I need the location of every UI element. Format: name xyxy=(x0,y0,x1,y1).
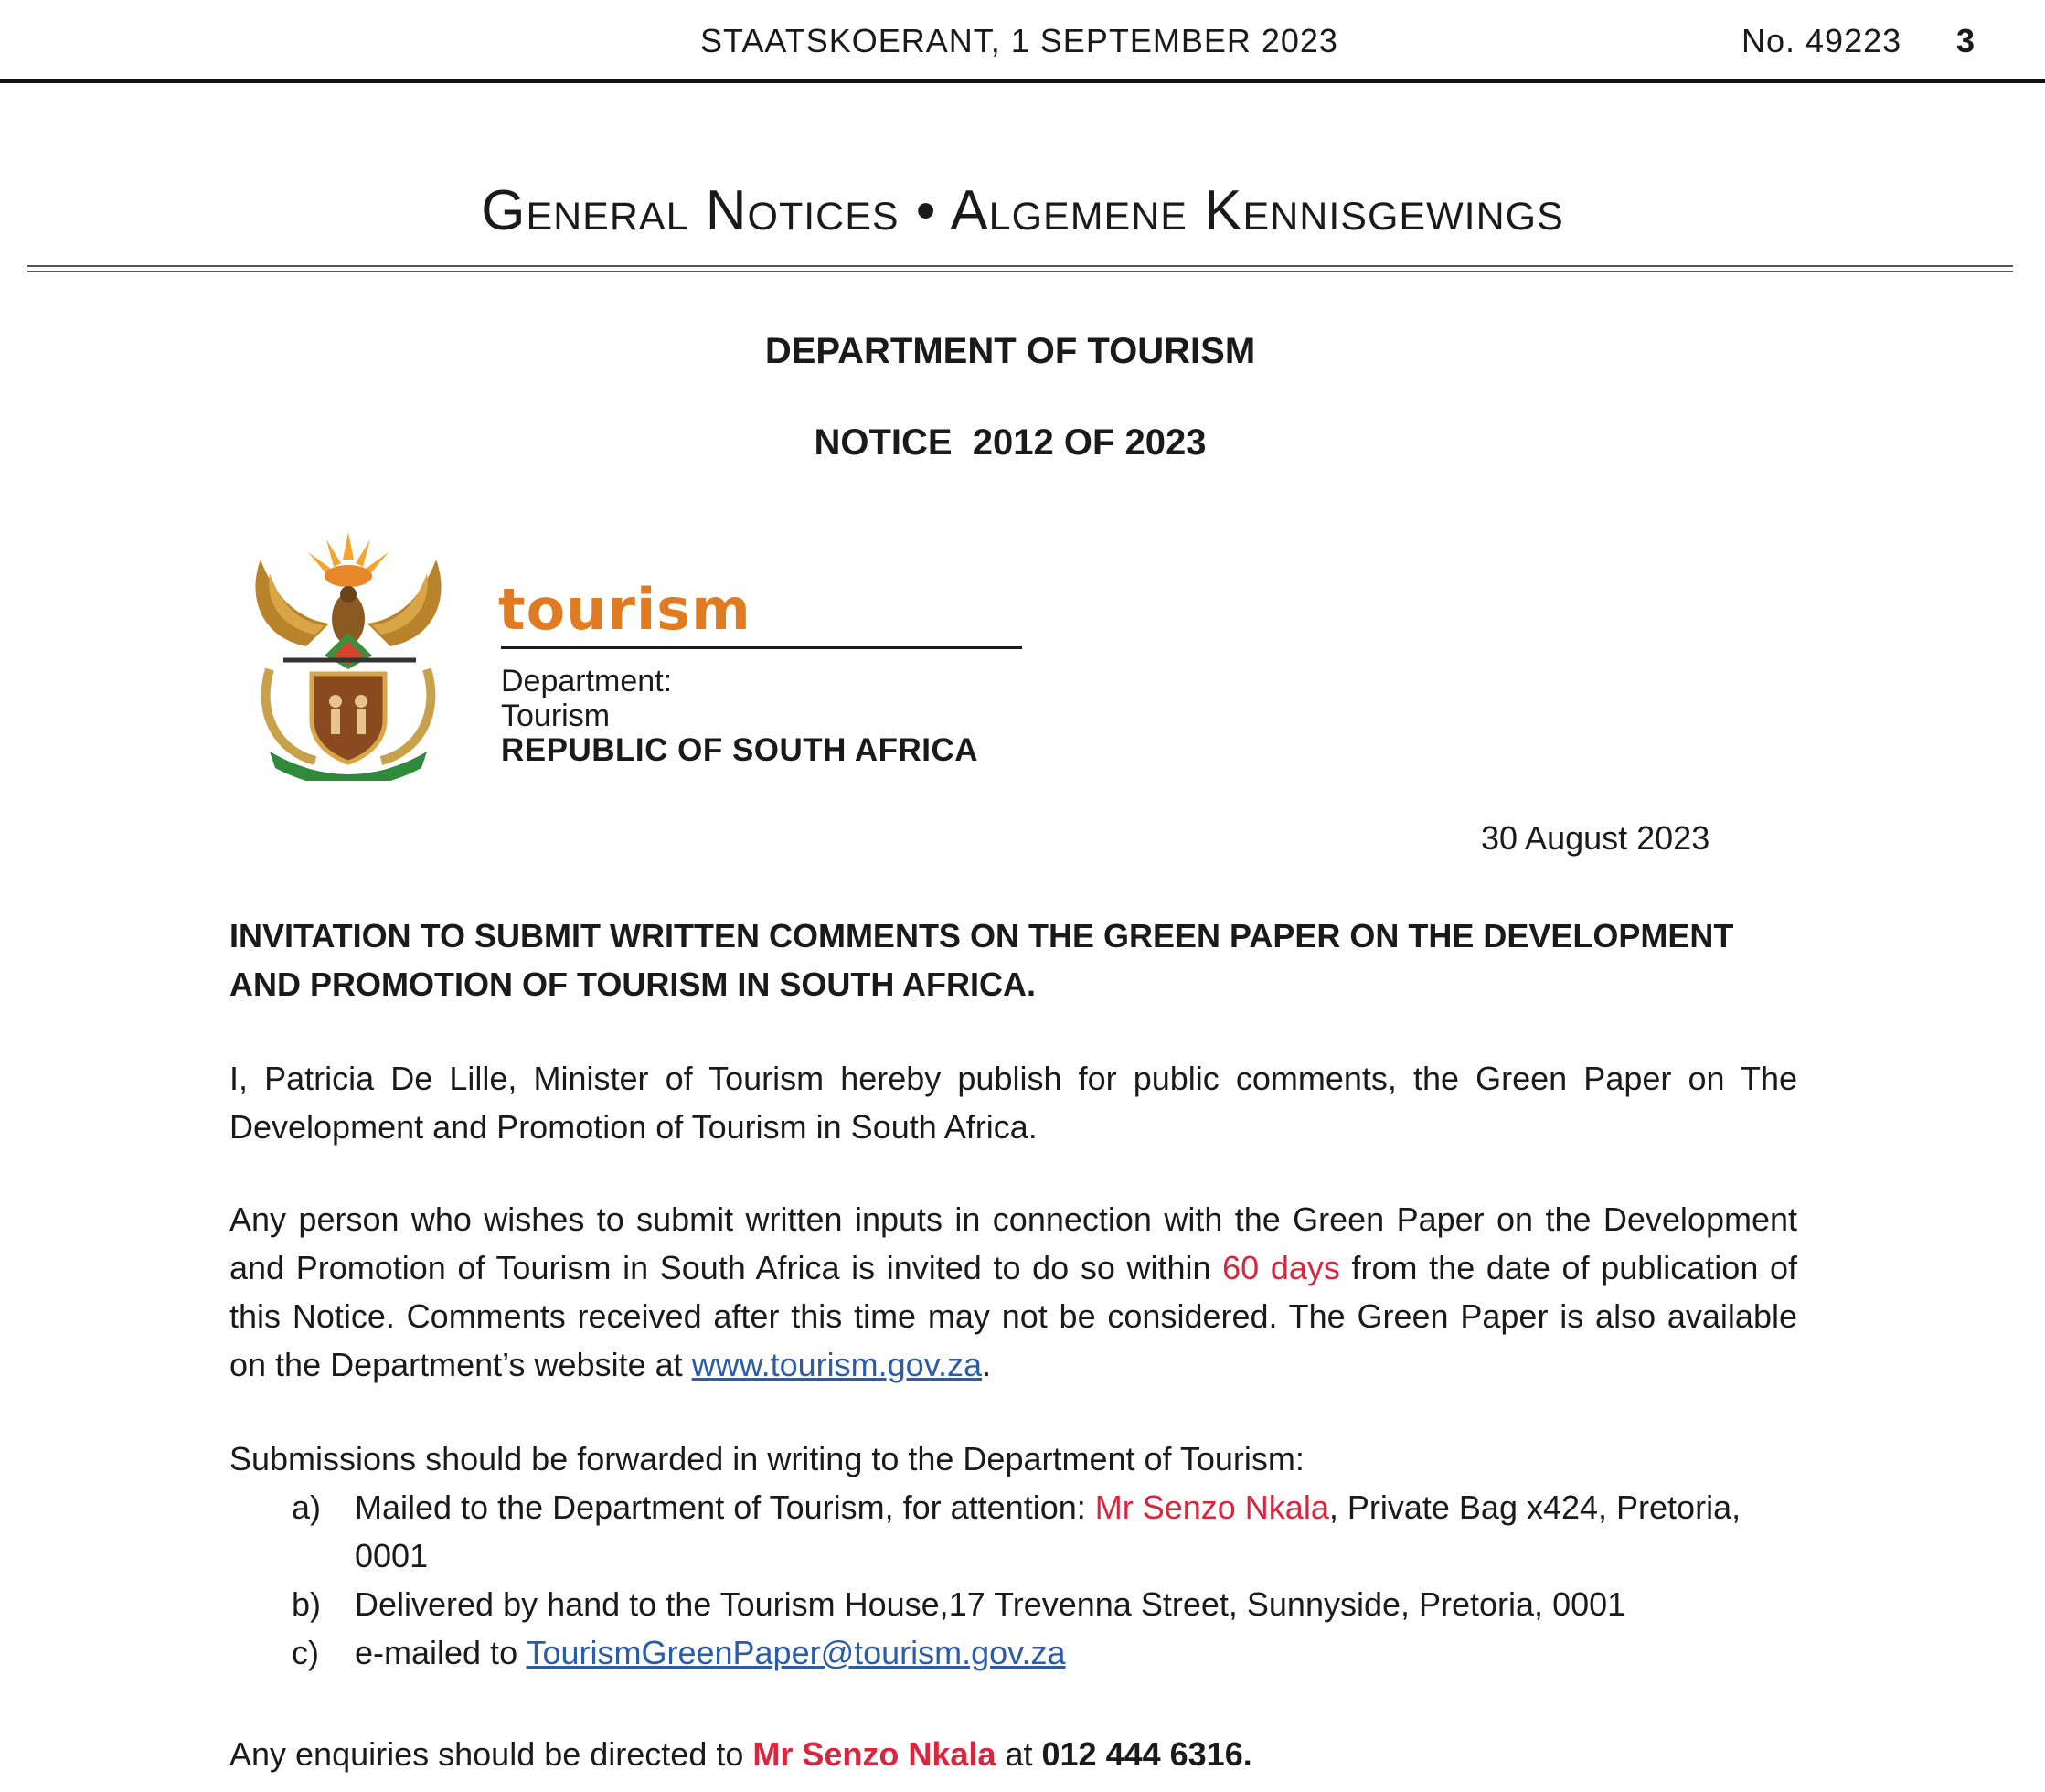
list-text: e-mailed to xyxy=(355,1634,527,1671)
logo-line-department: Department: xyxy=(501,664,673,699)
list-text: , Private Bag x424, Pretoria, 0001 xyxy=(355,1488,1741,1574)
list-marker: a) xyxy=(292,1488,322,1526)
section-divider xyxy=(27,265,2013,267)
logo-line-tourism: Tourism xyxy=(501,699,611,733)
page-number: 3 xyxy=(1956,22,1976,59)
website-link[interactable]: www.tourism.gov.za xyxy=(691,1346,983,1383)
enquiries-phone: 012 444 6316. xyxy=(1041,1735,1252,1773)
paragraph-text: . xyxy=(982,1346,992,1383)
list-marker: c) xyxy=(292,1634,319,1671)
enquiries-line xyxy=(229,1730,1797,1778)
logo-divider xyxy=(501,646,1022,649)
paragraph-text: from the date of publication of this Notice. Comments received after this time may not be considered. The Green Paper is also available on the Department’s website at xyxy=(229,1249,1798,1383)
list-item xyxy=(229,1483,1797,1580)
paragraph-publication: I, Patricia De Lille, Minister of Tourism hereby publish for public comments, the Green Paper on The Development and Promotion of Tourism in South Africa. xyxy=(229,1060,1797,1146)
list-item xyxy=(229,1628,1797,1677)
paragraph-text: Any person who wishes to submit written inputs in connection with the Green Paper on the Development and Promotion of Tourism in South Africa is invited to do so within xyxy=(229,1200,1797,1286)
list-marker: b) xyxy=(292,1585,322,1623)
department-title: DEPARTMENT OF TOURISM xyxy=(764,331,1256,371)
section-heading: General Notices • Algemene Kennisgewings xyxy=(481,179,1564,242)
section-divider-thin xyxy=(27,271,2013,272)
gazette-number: No. 49223 xyxy=(1741,22,1902,59)
list-item xyxy=(229,1580,1797,1628)
deadline-highlight: 60 days xyxy=(1222,1249,1340,1286)
gazette-title: STAATSKOERANT, 1 SEPTEMBER 2023 xyxy=(700,22,1338,59)
enquiries-text: at xyxy=(996,1735,1042,1773)
header-divider xyxy=(0,79,2045,83)
logo-line-republic: REPUBLIC OF SOUTH AFRICA xyxy=(501,732,979,768)
enquiries-contact-name: Mr Senzo Nkala xyxy=(752,1735,996,1773)
paragraph-submission-period xyxy=(229,1195,1797,1389)
enquiries-text: Any enquiries should be directed to xyxy=(229,1735,753,1773)
logo-wordmark: tourism xyxy=(498,576,751,643)
contact-name-highlight: Mr Senzo Nkala xyxy=(1094,1488,1329,1526)
list-text: Mailed to the Department of Tourism, for attention: xyxy=(355,1488,1095,1526)
submissions-section xyxy=(229,1435,1797,1677)
invitation-title: INVITATION TO SUBMIT WRITTEN COMMENTS ON THE GREEN PAPER ON THE DEVELOPMENT AND PROMOTION OF TOURISM IN SOUTH AFRICA. xyxy=(229,917,1734,1003)
notice-number: NOTICE 2012 OF 2023 xyxy=(814,422,1207,463)
list-text: Delivered by hand to the Tourism House,17 Trevenna Street, Sunnyside, Pretoria, 0001 xyxy=(355,1585,1626,1623)
coat-of-arms-icon xyxy=(242,532,454,781)
email-link[interactable]: TourismGreenPaper@tourism.gov.za xyxy=(526,1634,1066,1671)
notice-date: 30 August 2023 xyxy=(1481,819,1710,857)
submissions-intro: Submissions should be forwarded in writing to the Department of Tourism: xyxy=(229,1440,1305,1477)
